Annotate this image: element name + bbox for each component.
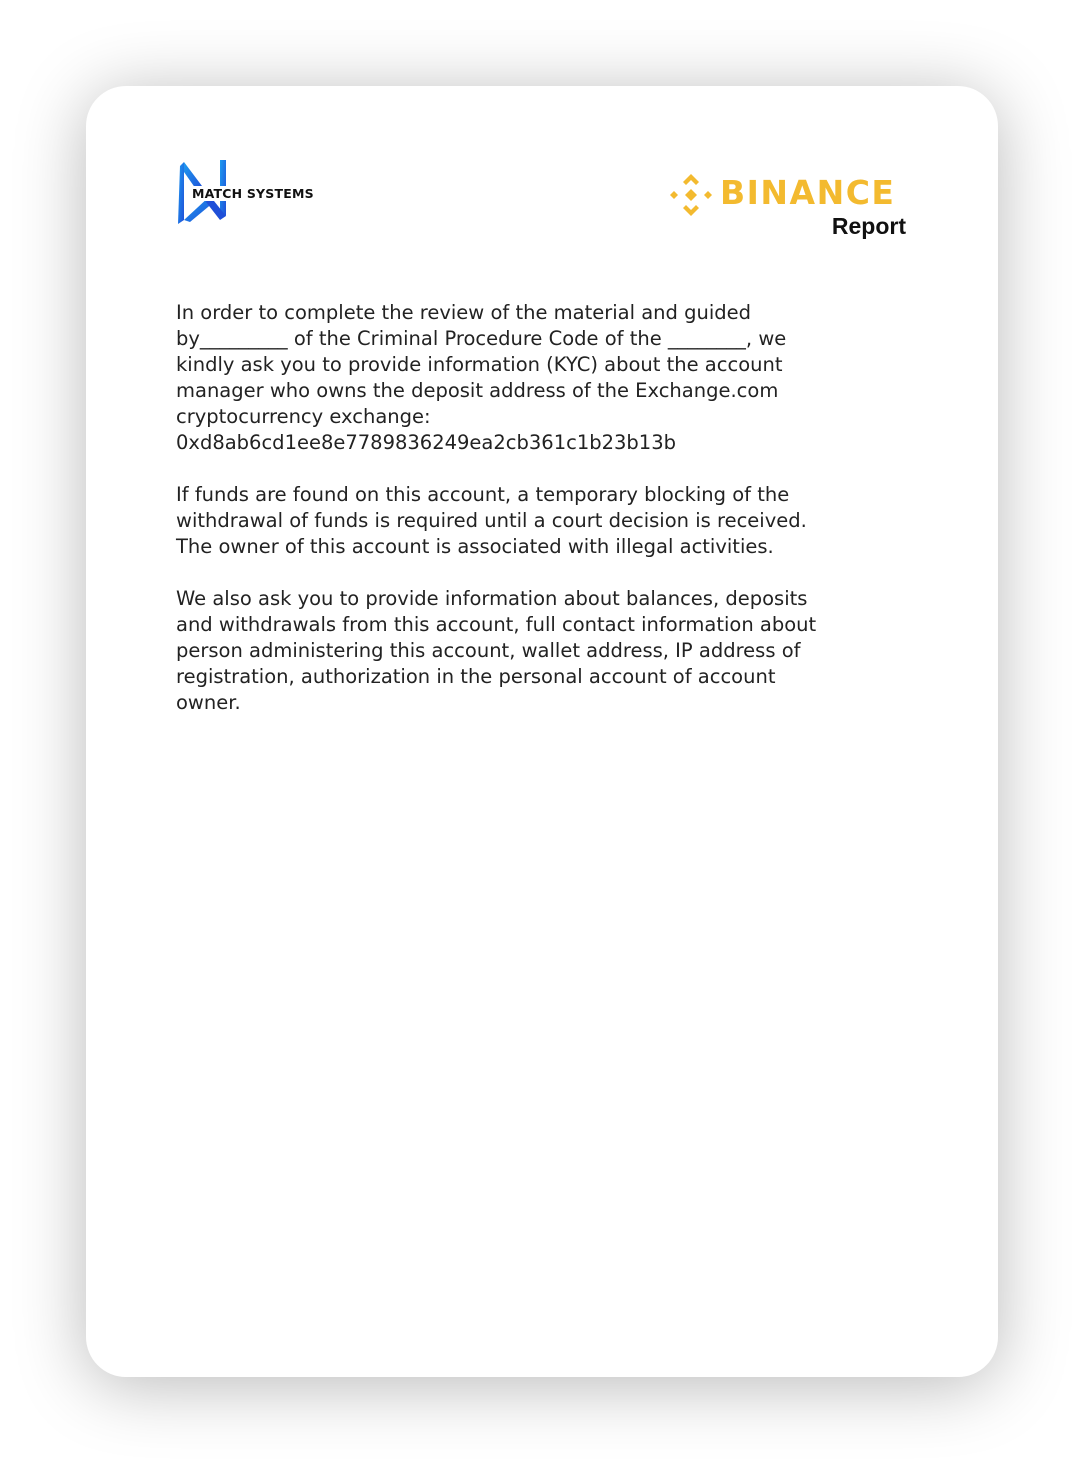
match-systems-wordmark: MATCH SYSTEMS bbox=[192, 186, 314, 201]
body-line: withdrawal of funds is required until a court decision is received. bbox=[176, 509, 807, 532]
body-line: In order to complete the review of the material and guided bbox=[176, 301, 752, 324]
body-line: If funds are found on this account, a temporary blocking of the bbox=[176, 483, 790, 506]
report-body bbox=[176, 300, 916, 742]
body-line: owner. bbox=[176, 691, 241, 714]
body-line: The owner of this account is associated with illegal activities. bbox=[176, 535, 774, 558]
binance-logo bbox=[668, 172, 908, 242]
report-card bbox=[86, 86, 998, 1377]
paragraph-additional-info bbox=[176, 586, 916, 716]
body-line: kindly ask you to provide information (KYC) about the account bbox=[176, 353, 783, 376]
body-line: and withdrawals from this account, full contact information about bbox=[176, 613, 817, 636]
body-line: registration, authorization in the personal account of account bbox=[176, 665, 776, 688]
binance-wordmark: BINANCE bbox=[720, 173, 896, 212]
deposit-address: 0xd8ab6cd1ee8e7789836249ea2cb361c1b23b13b bbox=[176, 431, 676, 454]
binance-diamond-icon bbox=[668, 172, 714, 218]
paragraph-funds-blocking bbox=[176, 482, 916, 560]
body-line: by_________ of the Criminal Procedure Code of the ________, we bbox=[176, 327, 787, 350]
body-line: We also ask you to provide information about balances, deposits bbox=[176, 587, 808, 610]
report-subtitle: Report bbox=[831, 213, 906, 239]
body-line: manager who owns the deposit address of the Exchange.com bbox=[176, 379, 779, 402]
body-line: cryptocurrency exchange: bbox=[176, 405, 431, 428]
paragraph-kyc-request bbox=[176, 300, 916, 456]
match-systems-logo bbox=[176, 160, 346, 224]
body-line: person administering this account, wallet address, IP address of bbox=[176, 639, 801, 662]
